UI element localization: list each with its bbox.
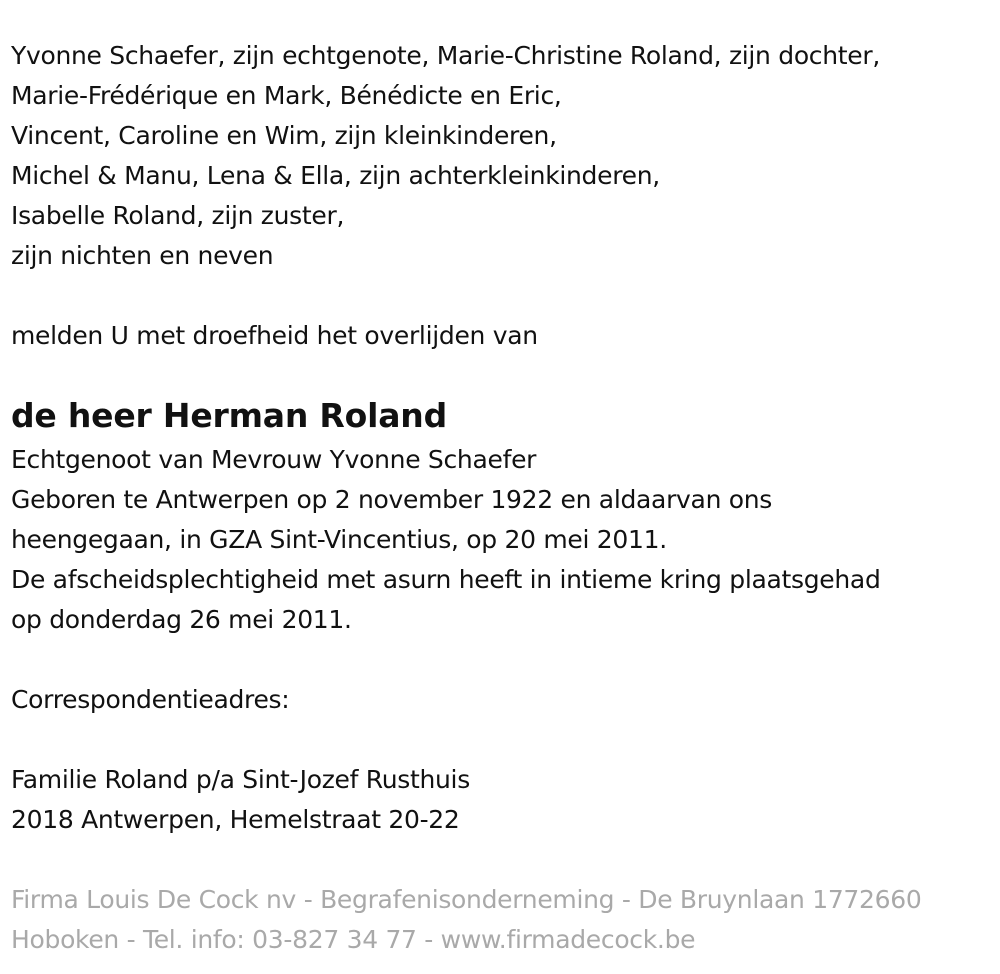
family-line: Vincent, Caroline en Wim, zijn kleinkinderen, bbox=[11, 121, 557, 150]
address-line: Familie Roland p/a Sint-Jozef Rusthuis bbox=[11, 765, 470, 794]
family-line: Yvonne Schaefer, zijn echtgenote, Marie-Christine Roland, zijn dochter, bbox=[11, 41, 881, 70]
funeral-home-footer bbox=[11, 880, 996, 960]
spacer bbox=[11, 840, 996, 880]
correspondence-label: Correspondentieadres: bbox=[11, 685, 290, 714]
spacer bbox=[11, 356, 996, 392]
details-line: op donderdag 26 mei 2011. bbox=[11, 605, 352, 634]
family-line: zijn nichten en neven bbox=[11, 241, 274, 270]
footer-line: Hoboken - Tel. info: 03-827 34 77 - www.firmadecock.be bbox=[11, 925, 696, 954]
details-line: Echtgenoot van Mevrouw Yvonne Schaefer bbox=[11, 445, 537, 474]
details-line: heengegaan, in GZA Sint-Vincentius, op 20 mei 2011. bbox=[11, 525, 667, 554]
details-line: Geboren te Antwerpen op 2 november 1922 en aldaarvan ons bbox=[11, 485, 773, 514]
family-line: Isabelle Roland, zijn zuster, bbox=[11, 201, 345, 230]
spacer bbox=[11, 720, 996, 760]
details-line: De afscheidsplechtigheid met asurn heeft in intieme kring plaatsgehad bbox=[11, 565, 881, 594]
address bbox=[11, 760, 996, 840]
address-line: 2018 Antwerpen, Hemelstraat 20-22 bbox=[11, 805, 460, 834]
obituary-notice bbox=[11, 36, 996, 960]
footer-line: Firma Louis De Cock nv - Begrafenisonderneming - De Bruynlaan 1772660 bbox=[11, 885, 922, 914]
details bbox=[11, 440, 996, 640]
announcement-text: melden U met droefheid het overlijden van bbox=[11, 321, 538, 350]
deceased-name: de heer Herman Roland bbox=[11, 396, 447, 435]
spacer bbox=[11, 640, 996, 680]
family-line: Marie-Frédérique en Mark, Bénédicte en Eric, bbox=[11, 81, 562, 110]
family-line: Michel & Manu, Lena & Ella, zijn achterkleinkinderen, bbox=[11, 161, 660, 190]
family-list bbox=[11, 36, 996, 276]
spacer bbox=[11, 276, 996, 316]
